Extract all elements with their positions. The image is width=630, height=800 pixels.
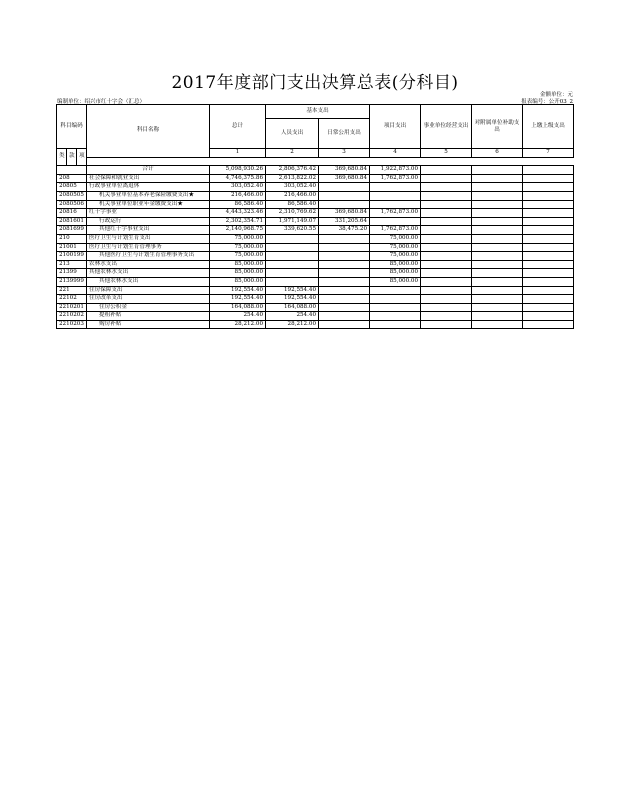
table-row (57, 269, 574, 278)
row-name: 其他农林水支出 (87, 269, 210, 278)
row-subsidy (472, 269, 523, 278)
row-project (370, 312, 421, 321)
row-project (370, 217, 421, 226)
row-public (319, 312, 370, 321)
row-code: 2210201 (57, 303, 87, 312)
row-upper (523, 243, 574, 252)
row-business (421, 295, 472, 304)
header-code: 科目编码 (57, 105, 87, 149)
row-code: 2080505 (57, 191, 87, 200)
row-upper (523, 286, 574, 295)
row-upper (523, 320, 574, 329)
row-personnel (266, 243, 319, 252)
row-business (421, 174, 472, 183)
row-personnel: 86,586.40 (266, 200, 319, 209)
row-name: 其他医疗卫生与计划生育管理事务支出 (87, 252, 210, 261)
row-code: 2081699 (57, 226, 87, 235)
row-project (370, 320, 421, 329)
row-personnel: 192,554.40 (266, 295, 319, 304)
col-number-4: 4 (370, 149, 421, 158)
row-name: 住房公积金 (87, 303, 210, 312)
row-personnel: 254.40 (266, 312, 319, 321)
row-total: 2,140,968.75 (210, 226, 266, 235)
row-name: 提租补贴 (87, 312, 210, 321)
row-total: 303,052.40 (210, 183, 266, 192)
header-lei: 类 (57, 149, 67, 166)
row-code: 2100199 (57, 252, 87, 261)
row-personnel (266, 260, 319, 269)
table-row (57, 286, 574, 295)
row-business (421, 243, 472, 252)
header-total: 总计 (210, 105, 266, 149)
row-upper (523, 295, 574, 304)
row-name: 机关事业单位职业年金缴费支出★ (87, 200, 210, 209)
header-personnel: 人员支出 (266, 119, 319, 149)
row-total: 192,554.40 (210, 286, 266, 295)
row-subsidy (472, 234, 523, 243)
row-subsidy (472, 217, 523, 226)
row-business (421, 191, 472, 200)
header-business: 事业单位经营支出 (421, 105, 472, 149)
row-subsidy (472, 226, 523, 235)
table-row (57, 277, 574, 286)
row-project (370, 200, 421, 209)
row-code: 2139999 (57, 277, 87, 286)
col-number-6: 6 (472, 149, 523, 158)
row-business (421, 277, 472, 286)
row-name: 红十字事业 (87, 209, 210, 218)
row-business (421, 183, 472, 192)
row-project: 85,000.00 (370, 260, 421, 269)
row-public (319, 200, 370, 209)
row-personnel (266, 234, 319, 243)
row-total: 28,212.00 (210, 320, 266, 329)
row-business (421, 312, 472, 321)
row-project: 1,922,873.00 (370, 166, 421, 175)
row-subsidy (472, 252, 523, 261)
row-total: 85,000.00 (210, 260, 266, 269)
row-personnel: 164,088.00 (266, 303, 319, 312)
row-code: 2210202 (57, 312, 87, 321)
row-code: 20805 (57, 183, 87, 192)
col-number-5: 5 (421, 149, 472, 158)
row-public (319, 295, 370, 304)
row-project (370, 295, 421, 304)
row-upper (523, 174, 574, 183)
row-name: 其他农林水支出 (87, 277, 210, 286)
table-row (57, 200, 574, 209)
table-row (57, 312, 574, 321)
row-subsidy (472, 312, 523, 321)
col-number-1: 1 (210, 149, 266, 158)
row-total: 4,443,323.46 (210, 209, 266, 218)
row-subsidy (472, 260, 523, 269)
row-business (421, 226, 472, 235)
row-name: 社会保障和就业支出 (87, 174, 210, 183)
row-subsidy (472, 191, 523, 200)
row-project (370, 183, 421, 192)
row-business (421, 252, 472, 261)
row-business (421, 217, 472, 226)
row-total: 164,088.00 (210, 303, 266, 312)
row-total: 4,746,375.86 (210, 174, 266, 183)
row-project: 1,762,873.00 (370, 226, 421, 235)
row-code: 21001 (57, 243, 87, 252)
row-personnel: 216,466.00 (266, 191, 319, 200)
row-code: 2080506 (57, 200, 87, 209)
row-code: 21399 (57, 269, 87, 278)
row-public: 369,680.84 (319, 166, 370, 175)
row-project: 1,762,873.00 (370, 174, 421, 183)
row-public (319, 252, 370, 261)
row-public (319, 191, 370, 200)
row-total: 75,000.00 (210, 234, 266, 243)
row-business (421, 234, 472, 243)
row-subsidy (472, 166, 523, 175)
row-code: 22102 (57, 295, 87, 304)
row-public (319, 277, 370, 286)
table-code: 报表编号：公开03_2 (521, 99, 573, 105)
row-upper (523, 166, 574, 175)
col-number-3: 3 (319, 149, 370, 158)
row-personnel: 1,971,149.07 (266, 217, 319, 226)
currency-unit: 金额单位：元 (539, 92, 573, 98)
table-row (57, 234, 574, 243)
row-total: 85,000.00 (210, 277, 266, 286)
row-public (319, 303, 370, 312)
row-upper (523, 269, 574, 278)
row-name: 行政事业单位离退休 (87, 183, 210, 192)
row-total: 5,098,930.26 (210, 166, 266, 175)
row-upper (523, 209, 574, 218)
row-project (370, 191, 421, 200)
row-subsidy (472, 320, 523, 329)
row-upper (523, 200, 574, 209)
row-code: 208 (57, 174, 87, 183)
row-code: 221 (57, 286, 87, 295)
table-row (57, 320, 574, 329)
table-row (57, 183, 574, 192)
row-upper (523, 183, 574, 192)
row-code: 20816 (57, 209, 87, 218)
row-project: 75,000.00 (370, 234, 421, 243)
row-business (421, 303, 472, 312)
row-personnel (266, 252, 319, 261)
row-upper (523, 234, 574, 243)
table-row (57, 209, 574, 218)
table-row (57, 303, 574, 312)
row-public (319, 234, 370, 243)
row-business (421, 200, 472, 209)
row-project (370, 286, 421, 295)
row-name: 住房保障支出 (87, 286, 210, 295)
col-number-7: 7 (523, 149, 574, 158)
row-upper (523, 260, 574, 269)
expenditure-table (56, 104, 574, 329)
row-public: 369,680.84 (319, 174, 370, 183)
row-project: 85,000.00 (370, 269, 421, 278)
row-code: 213 (57, 260, 87, 269)
table-row (57, 295, 574, 304)
row-total: 75,000.00 (210, 252, 266, 261)
row-personnel: 192,554.40 (266, 286, 319, 295)
row-personnel: 2,310,769.62 (266, 209, 319, 218)
row-project: 85,000.00 (370, 277, 421, 286)
row-upper (523, 226, 574, 235)
row-business (421, 209, 472, 218)
row-subsidy (472, 209, 523, 218)
row-name: 购房补贴 (87, 320, 210, 329)
table-row (57, 166, 574, 175)
header-kuan: 款 (67, 149, 77, 166)
header-project: 项目支出 (370, 105, 421, 149)
row-upper (523, 191, 574, 200)
header-basic: 基本支出 (266, 105, 370, 119)
report-title: 2017年度部门支出决算总表(分科目) (171, 73, 459, 93)
row-personnel: 339,620.55 (266, 226, 319, 235)
row-code: 2210203 (57, 320, 87, 329)
table-row (57, 252, 574, 261)
row-business (421, 260, 472, 269)
row-public (319, 269, 370, 278)
row-project: 1,762,873.00 (370, 209, 421, 218)
row-business (421, 269, 472, 278)
table-row (57, 217, 574, 226)
row-project: 75,000.00 (370, 252, 421, 261)
row-total: 192,554.40 (210, 295, 266, 304)
row-public (319, 243, 370, 252)
row-total: 216,466.00 (210, 191, 266, 200)
row-total: 85,000.00 (210, 269, 266, 278)
table-row (57, 243, 574, 252)
header-upper: 上缴上级支出 (523, 105, 574, 149)
row-name: 机关事业单位基本养老保险缴费支出★ (87, 191, 210, 200)
organization: 编制单位：绍兴市红十字会（汇总） (57, 99, 146, 105)
row-subsidy (472, 277, 523, 286)
row-name: 合计 (87, 166, 210, 175)
row-name: 其他红十字事业支出 (87, 226, 210, 235)
row-upper (523, 217, 574, 226)
row-name: 农林水支出 (87, 260, 210, 269)
row-project (370, 303, 421, 312)
header-public: 日常公用支出 (319, 119, 370, 149)
row-subsidy (472, 200, 523, 209)
row-code: 210 (57, 234, 87, 243)
row-upper (523, 252, 574, 261)
row-name: 行政运行 (87, 217, 210, 226)
table-row (57, 191, 574, 200)
row-public (319, 183, 370, 192)
row-subsidy (472, 174, 523, 183)
table-row (57, 260, 574, 269)
row-total: 254.40 (210, 312, 266, 321)
row-subsidy (472, 243, 523, 252)
row-upper (523, 312, 574, 321)
row-public: 331,205.64 (319, 217, 370, 226)
row-total: 75,000.00 (210, 243, 266, 252)
row-personnel (266, 269, 319, 278)
row-public: 38,475.20 (319, 226, 370, 235)
row-code: 2081601 (57, 217, 87, 226)
col-number-2: 2 (266, 149, 319, 158)
row-personnel: 2,613,822.02 (266, 174, 319, 183)
row-name: 医疗卫生与计划生育管理事务 (87, 243, 210, 252)
row-public (319, 260, 370, 269)
row-total: 86,586.40 (210, 200, 266, 209)
row-subsidy (472, 286, 523, 295)
table-row (57, 226, 574, 235)
spacer-cell (210, 157, 574, 166)
row-project: 75,000.00 (370, 243, 421, 252)
row-subsidy (472, 303, 523, 312)
row-personnel: 2,806,376.42 (266, 166, 319, 175)
row-public: 369,680.84 (319, 209, 370, 218)
spacer-cell (87, 157, 210, 166)
row-public (319, 320, 370, 329)
row-subsidy (472, 183, 523, 192)
row-public (319, 286, 370, 295)
row-upper (523, 303, 574, 312)
row-name: 医疗卫生与计划生育支出 (87, 234, 210, 243)
row-name: 住房改革支出 (87, 295, 210, 304)
row-business (421, 286, 472, 295)
row-code (57, 166, 87, 175)
row-business (421, 166, 472, 175)
header-subsidy: 对附属单位补助支出 (472, 105, 523, 149)
header-xiang: 项 (77, 149, 87, 166)
row-business (421, 320, 472, 329)
header-name: 科目名称 (87, 105, 210, 158)
row-total: 2,302,354.71 (210, 217, 266, 226)
row-upper (523, 277, 574, 286)
table-row (57, 174, 574, 183)
row-subsidy (472, 295, 523, 304)
row-personnel: 303,052.40 (266, 183, 319, 192)
row-personnel (266, 277, 319, 286)
row-personnel: 28,212.00 (266, 320, 319, 329)
